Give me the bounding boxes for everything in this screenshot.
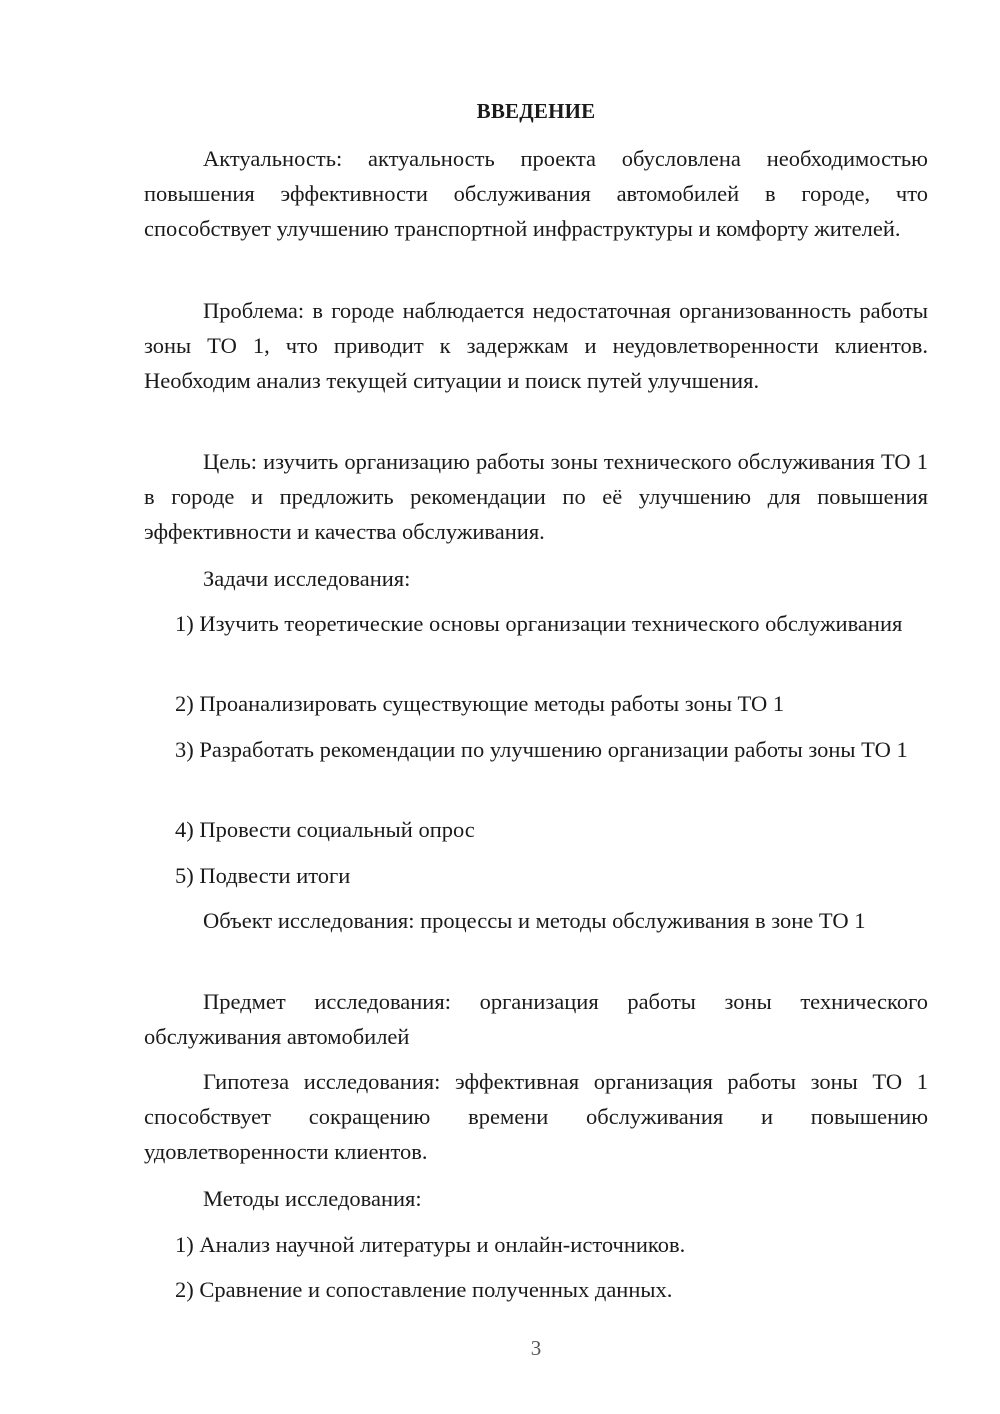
paragraph-methods-heading: Методы исследования:: [203, 1186, 422, 1211]
list-item-method-2: 2) Сравнение и сопоставление полученных данных.: [175, 1277, 673, 1302]
page-title: ВВЕДЕНИЕ: [476, 99, 596, 123]
list-item-task-4: 4) Провести социальный опрос: [175, 817, 475, 842]
list-item-task-2: 2) Проанализировать существующие методы работы зоны ТО 1: [175, 691, 785, 716]
paragraph-goal: Цель: изучить организацию работы зоны технического обслуживания ТО 1 в городе и предложить рекомендации по её улучшению для повышения эффективности и качества обслуживания.: [144, 449, 928, 544]
paragraph-object: Объект исследования: процессы и методы обслуживания в зоне ТО 1: [203, 908, 866, 933]
paragraph-subject: Предмет исследования: организация работы зоны технического обслуживания автомобилей: [144, 989, 928, 1049]
list-item-task-1: 1) Изучить теоретические основы организации технического обслуживания: [175, 611, 903, 636]
list-item-method-1: 1) Анализ научной литературы и онлайн-источников.: [175, 1232, 686, 1257]
paragraph-problem: Проблема: в городе наблюдается недостаточная организованность работы зоны ТО 1, что приводит к задержкам и неудовлетворенности клиентов. Необходим анализ текущей ситуации и поиск путей улучшения.: [144, 298, 928, 393]
paragraph-relevance: Актуальность: актуальность проекта обусловлена необходимостью повышения эффективности обслуживания автомобилей в городе, что способствует улучшению транспортной инфраструктуры и комфорту жителей.: [144, 146, 928, 241]
paragraph-tasks-heading: Задачи исследования:: [203, 566, 411, 591]
paragraph-hypothesis: Гипотеза исследования: эффективная организация работы зоны ТО 1 способствует сокращению времени обслуживания и повышению удовлетворенности клиентов.: [144, 1069, 928, 1164]
list-item-task-5: 5) Подвести итоги: [175, 863, 351, 888]
page-number: 3: [530, 1336, 542, 1360]
list-item-task-3: 3) Разработать рекомендации по улучшению организации работы зоны ТО 1: [175, 737, 908, 762]
